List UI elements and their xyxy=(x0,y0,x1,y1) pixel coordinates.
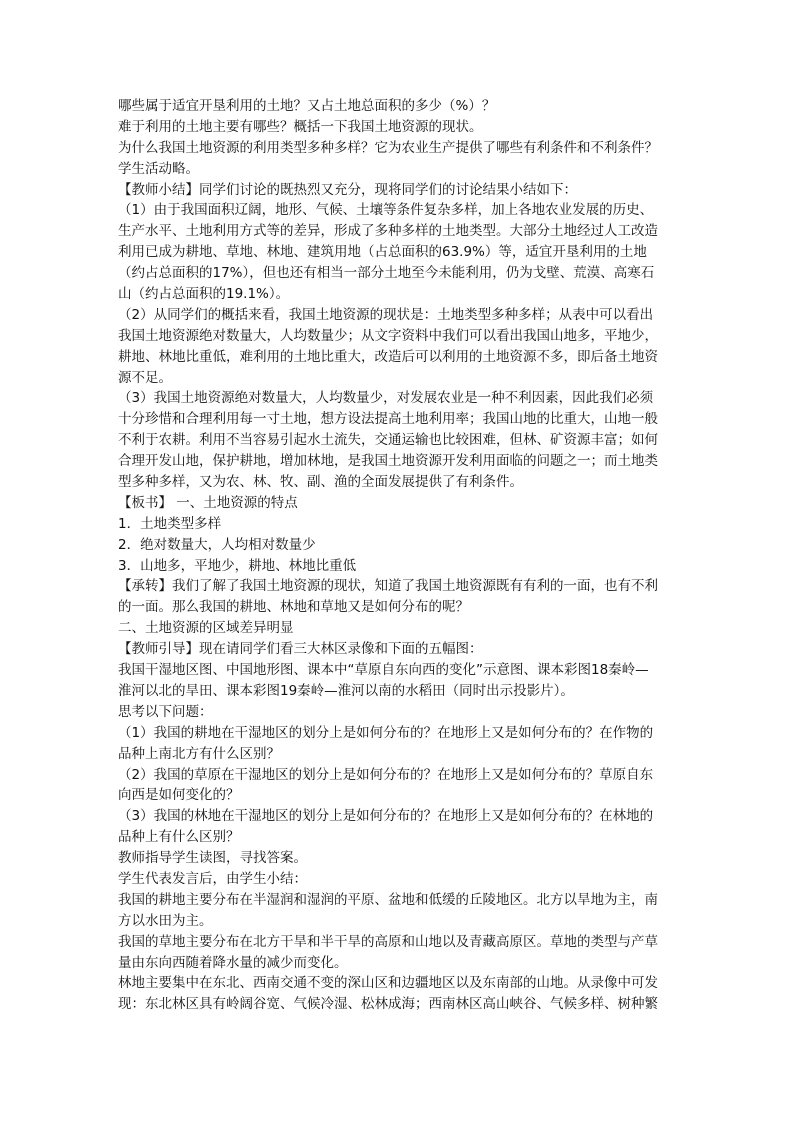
text-line: 二、土地资源的区域差异明显 xyxy=(118,620,294,637)
text-line: 哪些属于适宜开垦利用的土地？又占土地总面积的多少（%）？ xyxy=(118,98,496,114)
text-line: 型多种多样，又为农、林、牧、副、渔的全面发展提供了有利条件。 xyxy=(118,474,523,491)
text-line: 我国土地资源绝对数量大，人均数量少；从文字资料中我们可以看出我国山地多，平地少， xyxy=(118,327,658,344)
text-line: 【教师引导】现在请同学们看三大林区录像和下面的五幅图： xyxy=(118,641,483,658)
text-line: 我国的耕地主要分布在半湿润和湿润的平原、盆地和低缓的丘陵地区。北方以旱地为主，南 xyxy=(118,891,658,908)
text-line: 现：东北林区具有岭阔谷宽、气候冷湿、松林成海；西南林区高山峡谷、气候多样、树种繁 xyxy=(118,996,658,1013)
text-line: （2）我国的草原在干湿地区的划分上是如何分布的？在地形上又是如何分布的？草原自东 xyxy=(118,766,654,783)
text-line: 为什么我国土地资源的利用类型多种多样？它为农业生产提供了哪些有利条件和不利条件？ xyxy=(118,139,658,156)
text-line: 难于利用的土地主要有哪些？概括一下我国土地资源的现状。 xyxy=(118,118,483,135)
document-body xyxy=(118,96,684,1015)
text-line: 学生活动略。 xyxy=(118,160,199,177)
text-line: 品种上南北方有什么区别？ xyxy=(118,745,280,762)
text-line: 十分珍惜和合理利用每一寸土地，想方设法提高土地利用率；我国山地的比重大，山地一般 xyxy=(118,411,658,428)
text-line: （3）我国土地资源绝对数量大，人均数量少，对发展农业是一种不利因素，因此我们必须 xyxy=(118,390,654,407)
text-line: 量由东向西随着降水量的减少而变化。 xyxy=(118,954,348,971)
text-line: 的一面。那么我国的耕地、林地和草地又是如何分布的呢？ xyxy=(118,599,469,616)
text-line: 教师指导学生读图，寻找答案。 xyxy=(118,850,307,867)
text-line: 源不足。 xyxy=(118,369,172,386)
text-line: （1）由于我国面积辽阔，地形、气候、土壤等条件复杂多样，加上各地农业发展的历史、 xyxy=(118,202,654,219)
text-line: （约占总面积的17%），但也还有相当一部分土地至今未能利用，仍为戈壁、荒漠、高寒石 xyxy=(118,265,655,282)
text-line: 山（约占总面积的19.1%）。 xyxy=(118,286,290,303)
text-line: 耕地、林地比重低，难利用的土地比重大，改造后可以利用的土地资源不多，即后备土地资 xyxy=(118,348,658,365)
text-line: 方以水田为主。 xyxy=(118,912,213,929)
text-line: 学生代表发言后，由学生小结： xyxy=(118,870,307,887)
text-line: 我国的草地主要分布在北方干旱和半干旱的高原和山地以及青藏高原区。草地的类型与产草 xyxy=(118,933,658,950)
text-line: 思考以下问题： xyxy=(118,703,213,720)
text-line: （2）从同学们的概括来看，我国土地资源的现状是：土地类型多种多样；从表中可以看出 xyxy=(118,306,654,323)
text-line: 1．土地类型多样 xyxy=(118,515,222,532)
text-line: 淮河以北的旱田、课本彩图19秦岭—淮河以南的水稻田（同时出示投影片）。 xyxy=(118,682,574,699)
text-line: 品种上有什么区别？ xyxy=(118,829,240,846)
text-line: 不利于农耕。利用不当容易引起水土流失，交通运输也比较困难，但林、矿资源丰富；如何 xyxy=(118,432,658,449)
text-line: 向西是如何变化的？ xyxy=(118,787,240,804)
text-line: 【板书】 一、土地资源的特点 xyxy=(118,494,298,511)
text-line: 林地主要集中在东北、西南交通不变的深山区和边疆地区以及东南部的山地。从录像中可发 xyxy=(118,975,658,992)
text-line: （3）我国的林地在干湿地区的划分上是如何分布的？在地形上又是如何分布的？在林地的 xyxy=(118,808,654,825)
text-line: （1）我国的耕地在干湿地区的划分上是如何分布的？在地形上又是如何分布的？在作物的 xyxy=(118,724,654,741)
text-line: 合理开发山地，保护耕地，增加林地，是我国土地资源开发利用面临的问题之一；而土地类 xyxy=(118,453,658,470)
text-line: 【承转】我们了解了我国土地资源的现状，知道了我国土地资源既有有利的一面，也有不利 xyxy=(118,578,658,595)
text-line: 2．绝对数量大，人均相对数量少 xyxy=(118,536,316,553)
text-line: 利用已成为耕地、草地、林地、建筑用地（占总面积的63.9%）等，适宜开垦利用的土地 xyxy=(118,244,647,261)
text-line: 我国干湿地区图、中国地形图、课本中“草原自东向西的变化”示意图、课本彩图18秦岭— xyxy=(118,662,649,679)
text-line: 【教师小结】同学们讨论的既热烈又充分，现将同学们的讨论结果小结如下： xyxy=(118,181,577,198)
text-line: 生产水平、土地利用方式等的差异，形成了多种多样的土地类型。大部分土地经过人工改造 xyxy=(118,223,658,240)
text-line: 3．山地多，平地少，耕地、林地比重低 xyxy=(118,557,357,574)
